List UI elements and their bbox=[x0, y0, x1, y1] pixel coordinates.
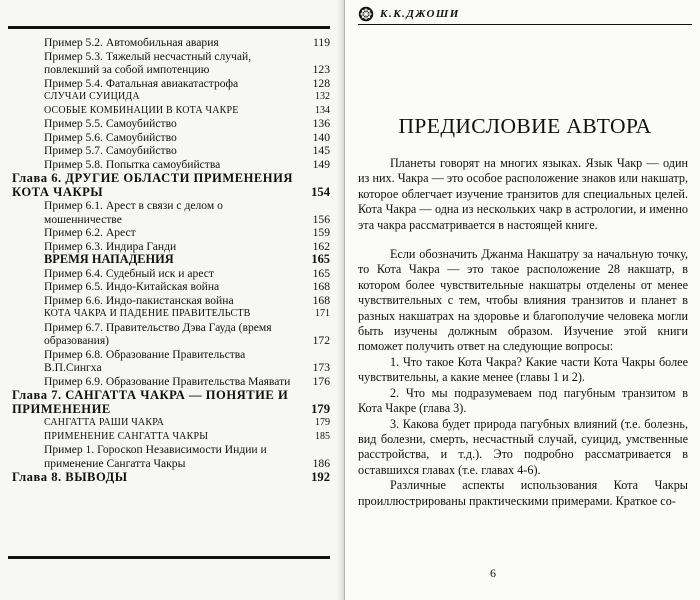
toc-chapter bbox=[8, 471, 330, 485]
paragraph: Планеты говорят на многих языках. Язык Чакр — один из них. Чакра — это особое расположение знаков или накшатр, которое облегчает изучение транзитов для специальных целей. Кота Чакра — одна из нескольких чакр в астрологии, и именно эта чакра рассматривается в настоящей книге. bbox=[358, 156, 688, 232]
toc-entry-page: 134 bbox=[315, 104, 330, 116]
toc-entry-title: Пример 5.2. Автомобильная авария bbox=[44, 36, 219, 49]
toc-entry-page: 162 bbox=[312, 239, 330, 253]
toc-entry-title: Пример 5.4. Фатальная авиакатастрофа bbox=[44, 76, 239, 90]
toc-chapter bbox=[8, 389, 330, 416]
toc-entry-page: 168 bbox=[312, 280, 330, 293]
toc-entry-page: 172 bbox=[312, 334, 330, 347]
toc-entry-title: Пример 5.3. Тяжелый несчастный случай, повлекший за собой импотенцию bbox=[44, 49, 252, 76]
toc-entry-page: 145 bbox=[312, 144, 330, 157]
left-page bbox=[0, 0, 345, 600]
toc-entry-title: Пример 6.9. Образование Правительства Маявати bbox=[44, 374, 291, 388]
toc-entry-page: 173 bbox=[312, 361, 330, 374]
toc-entry-page: 179 bbox=[311, 401, 330, 416]
toc-chapter bbox=[8, 172, 330, 199]
toc-entry-title: Пример 6.7. Правительство Дэва Гауда (время образования) bbox=[44, 320, 272, 347]
toc-entry-page: 119 bbox=[313, 36, 330, 49]
top-rule bbox=[8, 26, 330, 29]
preface-body bbox=[358, 156, 688, 509]
toc-entry bbox=[8, 321, 330, 348]
toc-entry-page: 168 bbox=[312, 293, 330, 307]
toc-entry-page: 159 bbox=[312, 226, 330, 239]
toc-entry bbox=[8, 104, 330, 118]
toc-entry bbox=[8, 77, 330, 91]
toc-entry-title: САНГАТТА РАШИ ЧАКРА bbox=[44, 417, 165, 428]
paragraph: 3. Какова будет природа пагубных влияний (т.е. болезнь, вид болезни, смерть, несчастный случай, суицид, умственные расстройства, и т.д.). Это подробно рассматривается в оставшихся главах (т.е. главах 4-6). bbox=[358, 416, 688, 477]
toc-entry bbox=[8, 375, 330, 389]
toc-entry-page: 123 bbox=[312, 63, 330, 76]
toc-entry-page: 140 bbox=[312, 130, 330, 144]
toc-entry bbox=[8, 240, 330, 254]
toc-entry-title: Пример 5.8. Попытка самоубийства bbox=[44, 157, 221, 171]
toc-entry bbox=[8, 253, 330, 267]
toc-entry bbox=[8, 36, 330, 50]
header-rule bbox=[358, 24, 692, 25]
toc-entry-title: Пример 6.3. Индира Ганди bbox=[44, 239, 177, 253]
page-title: ПРЕДИСЛОВИЕ АВТОРА bbox=[398, 114, 652, 138]
toc-entry-title: Пример 5.7. Самоубийство bbox=[44, 144, 177, 157]
toc-entry-title: Пример 5.6. Самоубийство bbox=[44, 130, 177, 144]
toc-entry bbox=[8, 144, 330, 158]
toc-entry bbox=[8, 50, 330, 77]
toc-entry-page: 179 bbox=[315, 417, 330, 428]
toc-entry bbox=[8, 226, 330, 240]
toc-entry bbox=[8, 199, 330, 226]
paragraph: 1. Что такое Кота Чакра? Какие части Кота Чакры более чувствительны, а какие менее (главы 1 и 2). bbox=[358, 354, 688, 385]
toc-entry-title: Пример 6.2. Арест bbox=[44, 226, 136, 239]
toc-entry-page: 165 bbox=[311, 252, 330, 266]
toc-entry-page: 186 bbox=[312, 456, 330, 470]
running-header-author: К.К.ДЖОШИ bbox=[380, 8, 460, 20]
toc-entry bbox=[8, 158, 330, 172]
toc-entry-title: Пример 6.5. Индо-Китайская война bbox=[44, 280, 220, 293]
toc-entry-page: 149 bbox=[312, 157, 330, 171]
paragraph: Различные аспекты использования Кота Чакры проиллюстрированы практическими примерами. Краткое со- bbox=[358, 478, 688, 508]
toc-entry bbox=[8, 416, 330, 430]
toc-entry-title: Глава 6. ДРУГИЕ ОБЛАСТИ ПРИМЕНЕНИЯ КОТА ЧАКРЫ bbox=[12, 171, 293, 199]
toc-entry-page: 156 bbox=[312, 212, 330, 226]
toc-entry-title: Пример 6.8. Образование Правительства В.П.Сингха bbox=[44, 347, 246, 374]
toc-entry-page: 171 bbox=[315, 308, 330, 319]
toc-entry bbox=[8, 267, 330, 281]
toc-entry bbox=[8, 307, 330, 321]
toc-entry-title: Глава 7. САНГАТТА ЧАКРА — ПОНЯТИЕ И ПРИМЕНЕНИЕ bbox=[12, 388, 289, 416]
toc-entry-title: Глава 8. ВЫВОДЫ bbox=[12, 470, 128, 484]
toc-entry-page: 128 bbox=[312, 76, 330, 90]
toc-entry-title: Пример 6.4. Судебный иск и арест bbox=[44, 266, 214, 280]
toc-entry bbox=[8, 131, 330, 145]
paragraph: Если обозначить Джанма Накшатру за начальную точку, то Кота Чакра — это такое расположение 28 накшатр, в котором более чувствительные накшатры отделены от менее чувствительных с тем, чтобы влияния транзитов и планет в разных накшатрах на здоровье и благополучие человека могли быть изучены должным образом. Изучение этой книги поможет получить ответ на следующие вопросы: bbox=[358, 247, 688, 354]
toc-entry bbox=[8, 90, 330, 104]
toc-entry-page: 192 bbox=[311, 470, 330, 484]
toc-entry-title: ВРЕМЯ НАПАДЕНИЯ bbox=[44, 252, 174, 266]
toc-entry bbox=[8, 348, 330, 375]
toc-entry bbox=[8, 294, 330, 308]
toc-entry-page: 154 bbox=[311, 184, 330, 199]
toc-entry-title: Пример 6.1. Арест в связи с делом о мошенничестве bbox=[44, 199, 223, 226]
toc-entry bbox=[8, 280, 330, 294]
toc-entry-page: 176 bbox=[312, 374, 330, 388]
toc-entry-page: 185 bbox=[315, 430, 330, 442]
toc-entry-title: КОТА ЧАКРА И ПАДЕНИЕ ПРАВИТЕЛЬСТВ bbox=[44, 308, 251, 319]
toc-entry-page: 136 bbox=[312, 117, 330, 130]
page-number: 6 bbox=[490, 566, 496, 580]
toc-entry-title: ПРИМЕНЕНИЕ САНГАТТА ЧАКРЫ bbox=[44, 430, 209, 442]
author-emblem-icon bbox=[358, 6, 374, 22]
table-of-contents bbox=[8, 36, 330, 485]
toc-entry bbox=[8, 117, 330, 131]
bottom-rule bbox=[8, 556, 330, 559]
toc-entry bbox=[8, 443, 330, 470]
toc-entry-title: Пример 1. Гороскоп Независимости Индии и применение Сангатта Чакры bbox=[44, 443, 267, 470]
toc-entry-title: Пример 5.5. Самоубийство bbox=[44, 117, 177, 130]
toc-entry-page: 132 bbox=[315, 91, 330, 102]
paragraph: 2. Что мы подразумеваем под пагубным транзитом в Кота Чакре (глава 3). bbox=[358, 385, 688, 416]
toc-entry bbox=[8, 430, 330, 444]
toc-entry-page: 165 bbox=[312, 266, 330, 280]
toc-entry-title: СЛУЧАИ СУИЦИДА bbox=[44, 91, 140, 102]
toc-entry-title: Пример 6.6. Индо-пакистанская война bbox=[44, 293, 234, 307]
toc-entry-title: ОСОБЫЕ КОМБИНАЦИИ В КОТА ЧАКРЕ bbox=[44, 104, 239, 116]
